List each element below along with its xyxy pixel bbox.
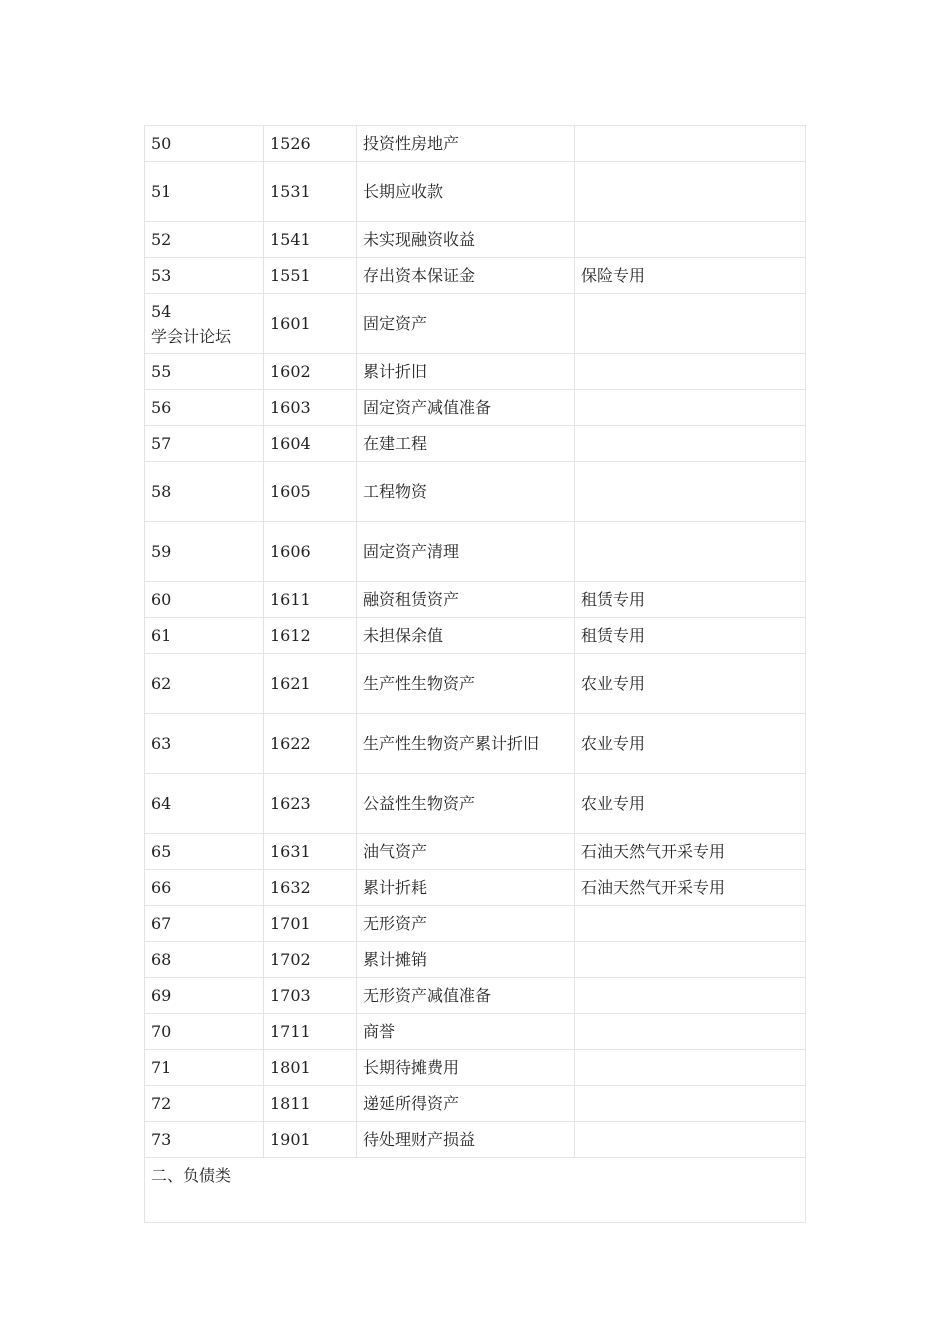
account-name: 生产性生物资产累计折旧 bbox=[357, 714, 575, 774]
row-number: 73 bbox=[145, 1122, 264, 1158]
account-note: 石油天然气开采专用 bbox=[575, 870, 806, 906]
account-name: 油气资产 bbox=[357, 834, 575, 870]
account-note bbox=[575, 1086, 806, 1122]
account-code: 1603 bbox=[264, 390, 357, 426]
account-name: 长期待摊费用 bbox=[357, 1050, 575, 1086]
table-row bbox=[145, 654, 806, 714]
account-note bbox=[575, 522, 806, 582]
row-number: 59 bbox=[145, 522, 264, 582]
account-note: 石油天然气开采专用 bbox=[575, 834, 806, 870]
row-number: 54 bbox=[151, 301, 172, 321]
account-note: 租赁专用 bbox=[575, 618, 806, 654]
row-number-cell bbox=[145, 294, 264, 354]
account-note bbox=[575, 126, 806, 162]
account-name: 工程物资 bbox=[357, 462, 575, 522]
row-number: 66 bbox=[145, 870, 264, 906]
account-note bbox=[575, 294, 806, 354]
account-code: 1602 bbox=[264, 354, 357, 390]
row-number: 60 bbox=[145, 582, 264, 618]
row-number: 61 bbox=[145, 618, 264, 654]
row-number-extra: 学会计论坛 bbox=[151, 326, 232, 346]
account-name: 商誉 bbox=[357, 1014, 575, 1050]
row-number: 57 bbox=[145, 426, 264, 462]
account-note: 农业专用 bbox=[575, 774, 806, 834]
account-name: 无形资产减值准备 bbox=[357, 978, 575, 1014]
account-note bbox=[575, 906, 806, 942]
account-code: 1801 bbox=[264, 1050, 357, 1086]
account-code: 1901 bbox=[264, 1122, 357, 1158]
table-row bbox=[145, 522, 806, 582]
account-name: 长期应收款 bbox=[357, 162, 575, 222]
account-code: 1631 bbox=[264, 834, 357, 870]
account-code: 1612 bbox=[264, 618, 357, 654]
account-note bbox=[575, 390, 806, 426]
account-code: 1605 bbox=[264, 462, 357, 522]
row-number: 58 bbox=[145, 462, 264, 522]
account-name: 未实现融资收益 bbox=[357, 222, 575, 258]
section-heading: 二、负债类 bbox=[145, 1158, 806, 1223]
account-name: 待处理财产损益 bbox=[357, 1122, 575, 1158]
account-code: 1703 bbox=[264, 978, 357, 1014]
account-code: 1604 bbox=[264, 426, 357, 462]
table-row bbox=[145, 1086, 806, 1122]
table-row bbox=[145, 426, 806, 462]
table-row bbox=[145, 222, 806, 258]
account-note bbox=[575, 426, 806, 462]
row-number: 64 bbox=[145, 774, 264, 834]
account-name: 递延所得资产 bbox=[357, 1086, 575, 1122]
table-row bbox=[145, 1014, 806, 1050]
account-name: 累计折旧 bbox=[357, 354, 575, 390]
account-name: 投资性房地产 bbox=[357, 126, 575, 162]
account-note bbox=[575, 942, 806, 978]
row-number: 63 bbox=[145, 714, 264, 774]
account-name: 公益性生物资产 bbox=[357, 774, 575, 834]
table-row bbox=[145, 462, 806, 522]
account-code: 1811 bbox=[264, 1086, 357, 1122]
table-row bbox=[145, 294, 806, 354]
account-note: 保险专用 bbox=[575, 258, 806, 294]
account-code: 1701 bbox=[264, 906, 357, 942]
account-name: 固定资产 bbox=[357, 294, 575, 354]
table-row bbox=[145, 1050, 806, 1086]
account-code: 1621 bbox=[264, 654, 357, 714]
table-row bbox=[145, 870, 806, 906]
section-row bbox=[145, 1158, 806, 1223]
table-row bbox=[145, 354, 806, 390]
account-code: 1551 bbox=[264, 258, 357, 294]
row-number: 67 bbox=[145, 906, 264, 942]
row-number: 50 bbox=[145, 126, 264, 162]
account-code: 1601 bbox=[264, 294, 357, 354]
table-row bbox=[145, 582, 806, 618]
table-row bbox=[145, 126, 806, 162]
row-number: 69 bbox=[145, 978, 264, 1014]
table-row bbox=[145, 774, 806, 834]
account-name: 固定资产减值准备 bbox=[357, 390, 575, 426]
account-code: 1623 bbox=[264, 774, 357, 834]
row-number: 65 bbox=[145, 834, 264, 870]
account-name: 固定资产清理 bbox=[357, 522, 575, 582]
account-name: 无形资产 bbox=[357, 906, 575, 942]
table-row bbox=[145, 618, 806, 654]
account-note bbox=[575, 222, 806, 258]
table-row bbox=[145, 714, 806, 774]
account-note bbox=[575, 462, 806, 522]
account-note: 租赁专用 bbox=[575, 582, 806, 618]
table-row bbox=[145, 942, 806, 978]
account-code: 1531 bbox=[264, 162, 357, 222]
account-name: 融资租赁资产 bbox=[357, 582, 575, 618]
table-row bbox=[145, 906, 806, 942]
account-note bbox=[575, 354, 806, 390]
table-row bbox=[145, 390, 806, 426]
row-number: 62 bbox=[145, 654, 264, 714]
table-row bbox=[145, 978, 806, 1014]
table-row bbox=[145, 162, 806, 222]
row-number: 72 bbox=[145, 1086, 264, 1122]
table-row bbox=[145, 258, 806, 294]
row-number: 53 bbox=[145, 258, 264, 294]
account-name: 未担保余值 bbox=[357, 618, 575, 654]
account-code: 1541 bbox=[264, 222, 357, 258]
account-code: 1711 bbox=[264, 1014, 357, 1050]
account-note: 农业专用 bbox=[575, 654, 806, 714]
table-row bbox=[145, 1122, 806, 1158]
account-name: 在建工程 bbox=[357, 426, 575, 462]
account-name: 累计摊销 bbox=[357, 942, 575, 978]
accounts-table bbox=[144, 125, 806, 1223]
account-note bbox=[575, 1122, 806, 1158]
row-number: 71 bbox=[145, 1050, 264, 1086]
account-note: 农业专用 bbox=[575, 714, 806, 774]
account-note bbox=[575, 978, 806, 1014]
account-code: 1622 bbox=[264, 714, 357, 774]
row-number: 68 bbox=[145, 942, 264, 978]
account-note bbox=[575, 162, 806, 222]
account-code: 1606 bbox=[264, 522, 357, 582]
row-number: 70 bbox=[145, 1014, 264, 1050]
account-code: 1702 bbox=[264, 942, 357, 978]
account-note bbox=[575, 1014, 806, 1050]
account-note bbox=[575, 1050, 806, 1086]
table-row bbox=[145, 834, 806, 870]
document-page bbox=[144, 125, 803, 1223]
account-code: 1632 bbox=[264, 870, 357, 906]
account-name: 存出资本保证金 bbox=[357, 258, 575, 294]
account-code: 1611 bbox=[264, 582, 357, 618]
account-name: 生产性生物资产 bbox=[357, 654, 575, 714]
row-number: 55 bbox=[145, 354, 264, 390]
row-number: 56 bbox=[145, 390, 264, 426]
row-number: 52 bbox=[145, 222, 264, 258]
account-code: 1526 bbox=[264, 126, 357, 162]
account-name: 累计折耗 bbox=[357, 870, 575, 906]
row-number: 51 bbox=[145, 162, 264, 222]
